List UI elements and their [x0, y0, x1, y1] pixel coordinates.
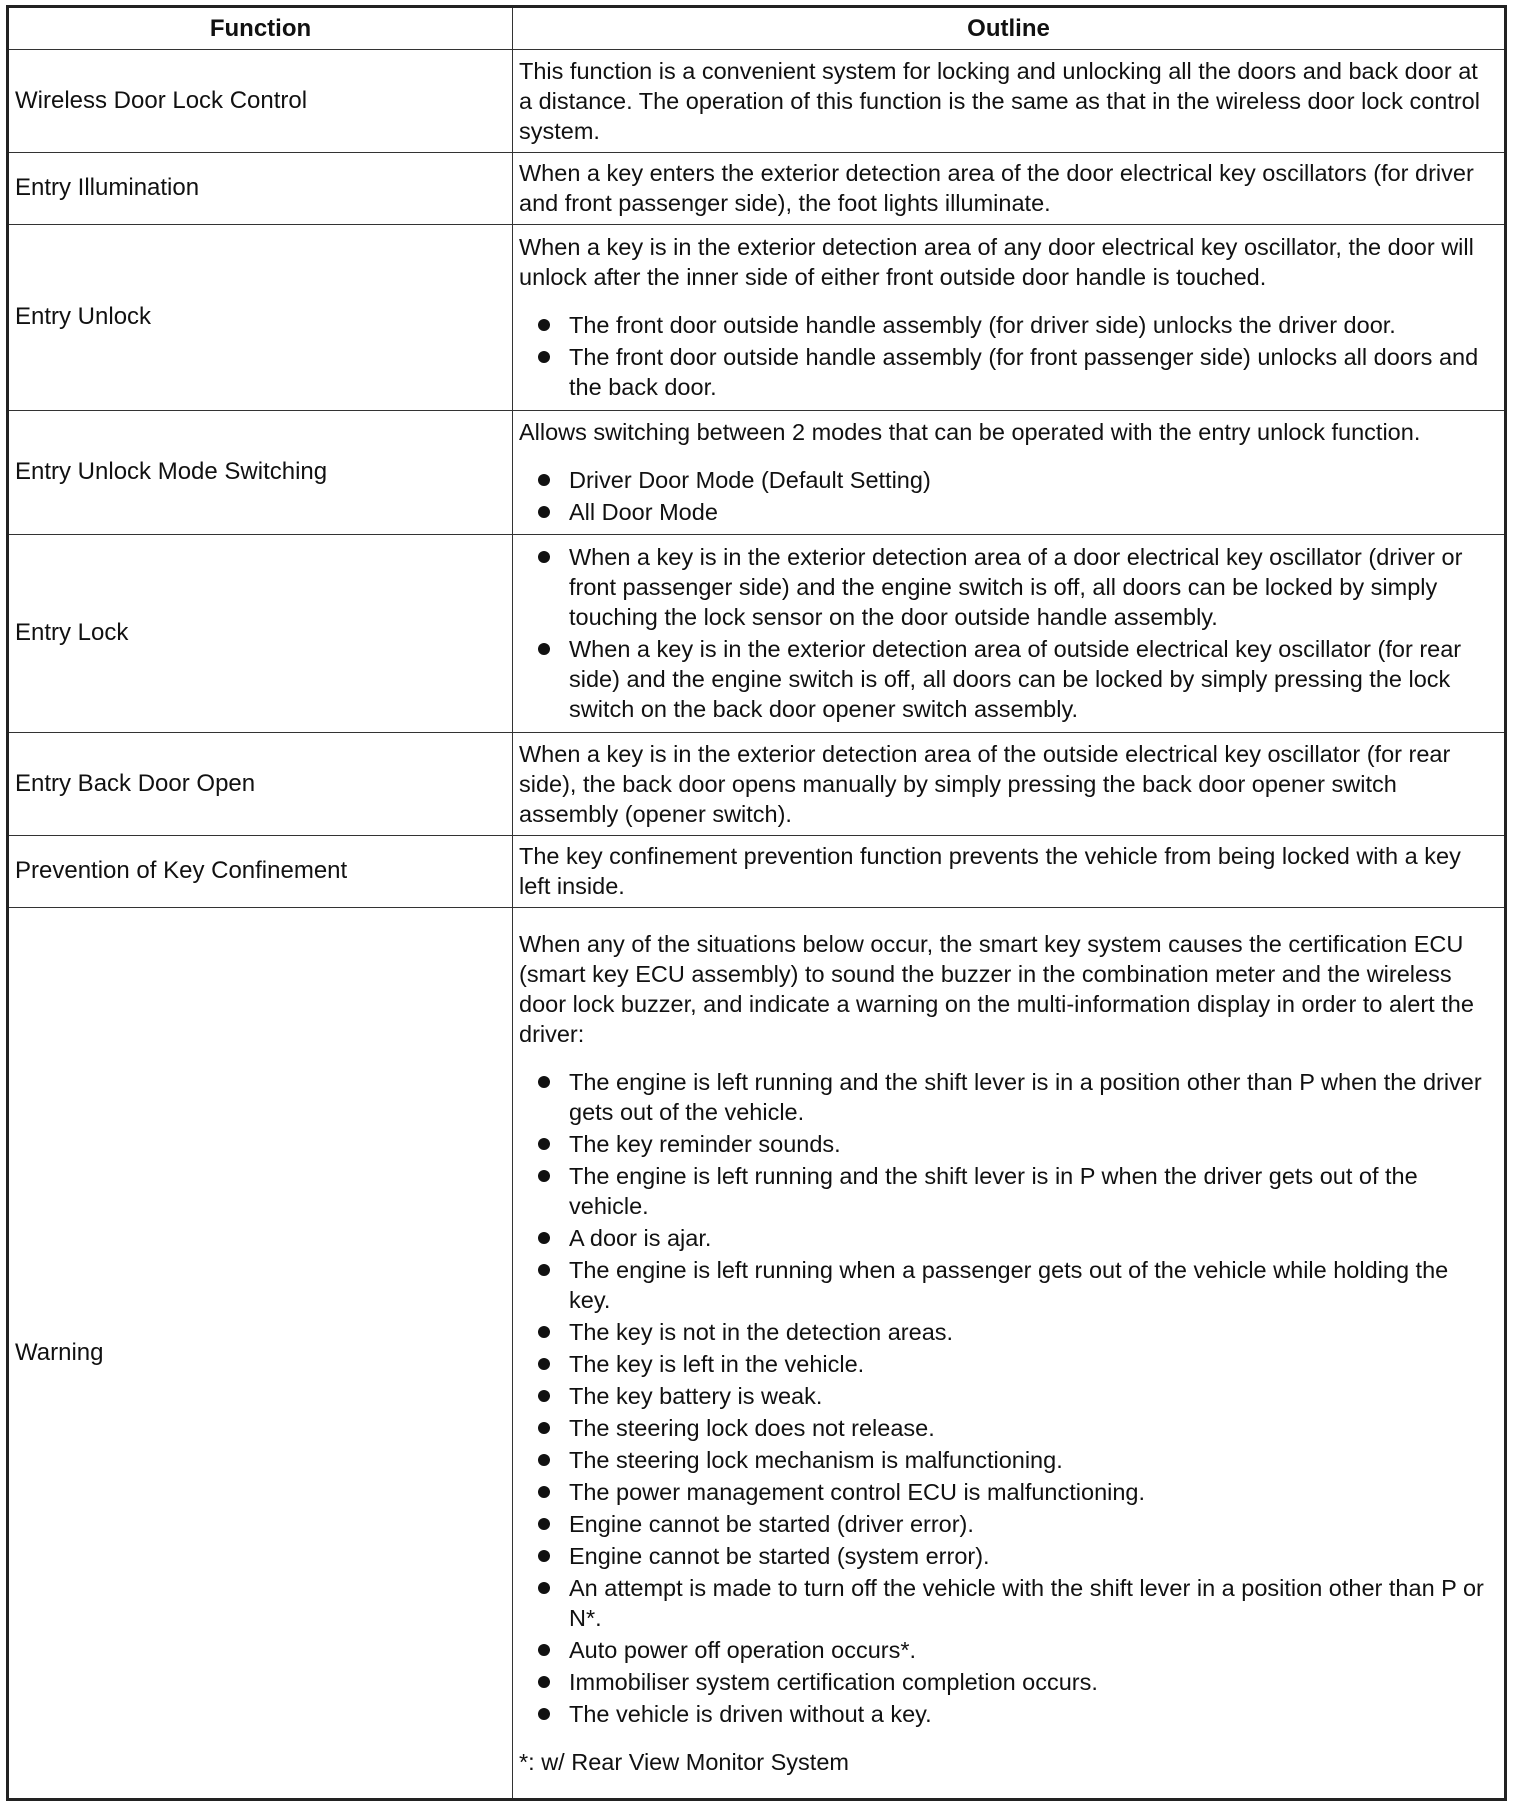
list-item-text: The engine is left running and the shift lever is in a position other than P when the driver gets out of the vehicle.	[569, 1068, 1482, 1125]
list-item	[519, 1223, 1496, 1253]
list-item-text: The key battery is weak.	[569, 1382, 823, 1409]
list-item	[519, 1541, 1496, 1571]
outline-cell	[513, 534, 1506, 733]
outline-cell	[513, 224, 1506, 410]
bullet-icon	[538, 1264, 550, 1276]
bullet-icon	[538, 1232, 550, 1244]
footnote: *: w/ Rear View Monitor System	[519, 1748, 849, 1775]
bullet-icon	[538, 1326, 550, 1338]
bullet-icon	[538, 1170, 550, 1182]
list-item-text: The engine is left running when a passenger gets out of the vehicle while holding the key.	[569, 1256, 1449, 1313]
function-outline-table	[6, 5, 1507, 1801]
outline-text: The key confinement prevention function prevents the vehicle from being locked with a key left inside.	[519, 843, 1461, 900]
list-item-text: The power management control ECU is malfunctioning.	[569, 1478, 1146, 1505]
table-row	[8, 907, 1506, 1799]
list-item-text: A door is ajar.	[569, 1224, 712, 1251]
list-item-text: Engine cannot be started (system error).	[569, 1542, 990, 1569]
list-item-text: The key reminder sounds.	[569, 1130, 841, 1157]
table-body	[8, 50, 1506, 1800]
bullet-icon	[538, 1076, 550, 1088]
list-item	[519, 1067, 1496, 1127]
table-row	[8, 534, 1506, 733]
bullet-icon	[538, 1550, 550, 1562]
list-item	[519, 1255, 1496, 1315]
header-row	[8, 7, 1506, 50]
list-item-text: The front door outside handle assembly (for driver side) unlocks the driver door.	[569, 312, 1396, 339]
table-row	[8, 733, 1506, 836]
bullet-list	[519, 310, 1496, 402]
list-item	[519, 310, 1496, 340]
list-item-text: The steering lock mechanism is malfunctioning.	[569, 1446, 1063, 1473]
function-cell: Warning	[8, 907, 513, 1799]
outline-text: When a key enters the exterior detection area of the door electrical key oscillators (for driver and front passenger side), the foot lights illuminate.	[519, 160, 1474, 217]
bullet-icon	[538, 1644, 550, 1656]
list-item	[519, 1413, 1496, 1443]
bullet-icon	[538, 351, 550, 363]
list-item-text: When a key is in the exterior detection area of outside electrical key oscillator (for rear side) and the engine switch is off, all doors can be locked by simply pressing the lock switch on the back door opener switch assembly.	[569, 636, 1462, 723]
list-item	[519, 634, 1496, 724]
list-item-text: Auto power off operation occurs*.	[569, 1636, 917, 1663]
list-item-text: When a key is in the exterior detection area of a door electrical key oscillator (driver or front passenger side) and the engine switch is off, all doors can be locked by simply touching the lock sensor on the door outside handle assembly.	[569, 544, 1463, 631]
list-item-text: Immobiliser system certification completion occurs.	[569, 1668, 1098, 1695]
outline-text: When a key is in the exterior detection area of any door electrical key oscillator, the door will unlock after the inner side of either front outside door handle is touched.	[519, 234, 1474, 291]
table-row	[8, 50, 1506, 153]
header-outline: Outline	[513, 7, 1506, 50]
table-row	[8, 224, 1506, 410]
outline-cell	[513, 907, 1506, 1799]
outline-cell	[513, 50, 1506, 153]
list-item	[519, 342, 1496, 402]
outline-text: When a key is in the exterior detection area of the outside electrical key oscillator (for rear side), the back door opens manually by simply pressing the back door opener switch assembly (opener switch).	[519, 741, 1451, 828]
list-item-text: All Door Mode	[569, 499, 718, 526]
bullet-icon	[538, 1138, 550, 1150]
list-item	[519, 1381, 1496, 1411]
bullet-icon	[538, 506, 550, 518]
list-item	[519, 497, 1496, 527]
header-function: Function	[8, 7, 513, 50]
bullet-icon	[538, 1422, 550, 1434]
bullet-icon	[538, 1676, 550, 1688]
list-item-text: Driver Door Mode (Default Setting)	[569, 467, 931, 494]
function-cell: Wireless Door Lock Control	[8, 50, 513, 153]
list-item-text: The key is not in the detection areas.	[569, 1318, 954, 1345]
list-item	[519, 1699, 1496, 1729]
bullet-icon	[538, 1582, 550, 1594]
outline-text: This function is a convenient system for locking and unlocking all the doors and back door at a distance. The operation of this function is the same as that in the wireless door lock control system.	[519, 57, 1480, 144]
list-item-text: The vehicle is driven without a key.	[569, 1700, 932, 1727]
bullet-icon	[538, 551, 550, 563]
bullet-list	[519, 1067, 1496, 1729]
list-item-text: An attempt is made to turn off the vehicle with the shift lever in a position other than P or N*.	[569, 1574, 1484, 1631]
bullet-icon	[538, 1358, 550, 1370]
table-row	[8, 836, 1506, 908]
list-item-text: The key is left in the vehicle.	[569, 1350, 865, 1377]
bullet-icon	[538, 1454, 550, 1466]
bullet-list	[519, 542, 1496, 724]
function-cell: Prevention of Key Confinement	[8, 836, 513, 908]
list-item	[519, 1477, 1496, 1507]
function-cell: Entry Unlock	[8, 224, 513, 410]
bullet-icon	[538, 1486, 550, 1498]
list-item	[519, 1317, 1496, 1347]
outline-cell	[513, 152, 1506, 224]
bullet-list	[519, 465, 1496, 527]
list-item	[519, 1509, 1496, 1539]
bullet-icon	[538, 319, 550, 331]
list-item	[519, 1667, 1496, 1697]
bullet-icon	[538, 643, 550, 655]
list-item	[519, 542, 1496, 632]
function-cell: Entry Lock	[8, 534, 513, 733]
outline-cell	[513, 410, 1506, 534]
bullet-icon	[538, 1708, 550, 1720]
list-item	[519, 1635, 1496, 1665]
list-item-text: Engine cannot be started (driver error).	[569, 1510, 974, 1537]
bullet-icon	[538, 1518, 550, 1530]
list-item-text: The front door outside handle assembly (for front passenger side) unlocks all doors and the back door.	[569, 344, 1479, 401]
table-row	[8, 410, 1506, 534]
list-item-text: The steering lock does not release.	[569, 1414, 935, 1441]
list-item	[519, 1573, 1496, 1633]
function-cell: Entry Illumination	[8, 152, 513, 224]
function-cell: Entry Unlock Mode Switching	[8, 410, 513, 534]
function-cell: Entry Back Door Open	[8, 733, 513, 836]
list-item	[519, 1129, 1496, 1159]
bullet-icon	[538, 474, 550, 486]
list-item	[519, 1161, 1496, 1221]
table-row	[8, 152, 1506, 224]
list-item-text: The engine is left running and the shift lever is in P when the driver gets out of the vehicle.	[569, 1162, 1418, 1219]
outline-text: Allows switching between 2 modes that can be operated with the entry unlock function.	[519, 419, 1421, 446]
list-item	[519, 1349, 1496, 1379]
list-item	[519, 1445, 1496, 1475]
outline-cell	[513, 836, 1506, 908]
outline-text: When any of the situations below occur, the smart key system causes the certification ECU (smart key ECU assembly) to sound the buzzer in the combination meter and the wireless door lock buzzer, and indicate a warning on the multi-information display in order to alert the driver:	[519, 930, 1474, 1047]
bullet-icon	[538, 1390, 550, 1402]
outline-cell	[513, 733, 1506, 836]
list-item	[519, 465, 1496, 495]
